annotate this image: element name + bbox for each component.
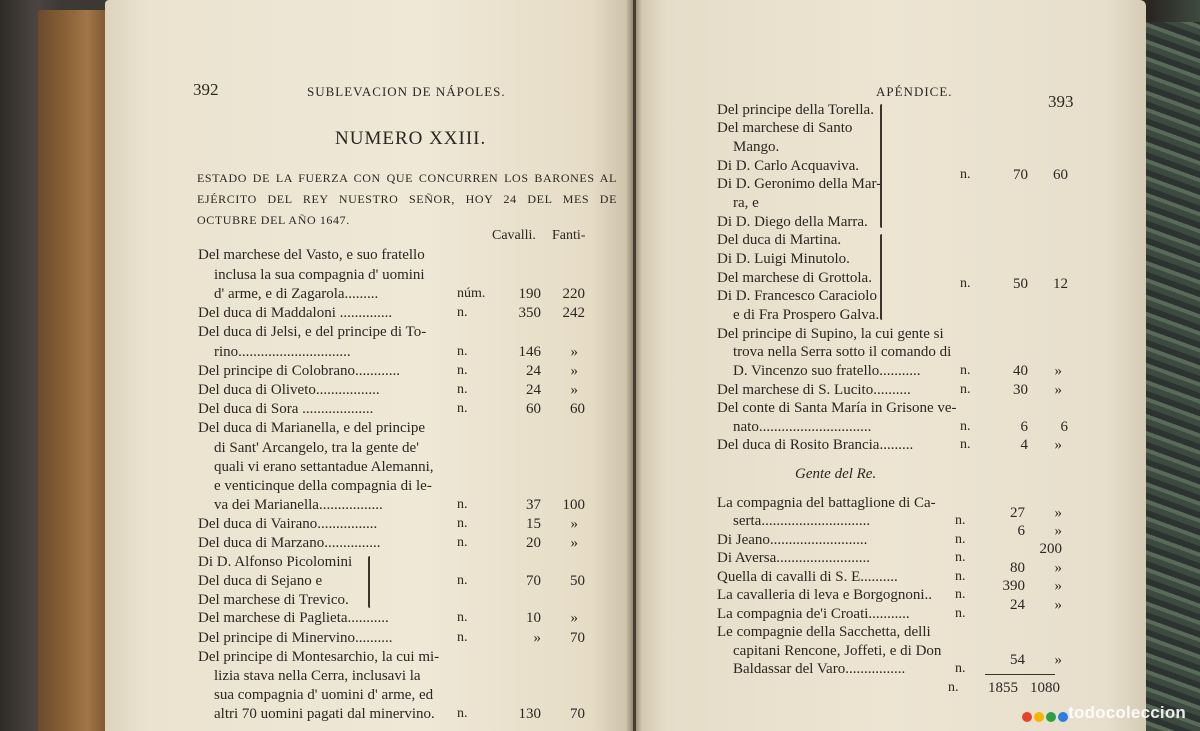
entry-line: Del duca di Martina.: [717, 232, 842, 248]
entry-line: rino..............................: [214, 344, 351, 360]
column-header-fanti: Fanti-: [552, 228, 586, 243]
page-number-right: 393: [1048, 92, 1074, 111]
entry-line: lizia stava nella Cerra, inclusavi la: [214, 668, 421, 684]
abbr-n: n.: [955, 532, 966, 547]
running-head-left: SUBLEVACION DE NÁPOLES.: [307, 84, 506, 99]
value-fanti: »: [1054, 523, 1062, 539]
watermark-dot: [1034, 712, 1044, 722]
value-fanti: 6: [1060, 419, 1068, 435]
abbr-n-total: n.: [948, 680, 959, 695]
entry-line: Del duca di Vairano................: [198, 516, 378, 532]
entry-line: Del principe di Colobrano............: [198, 363, 401, 379]
abbr-n: n.: [457, 535, 468, 550]
entry-line: Baldassar del Varo................: [733, 661, 906, 677]
entry-line: Del duca di Jelsi, e del principe di To-: [198, 324, 427, 340]
entry-line: e venticinque della compagnia di le-: [214, 478, 432, 494]
entry-line: di Sant' Arcangelo, tra la gente de': [214, 440, 419, 456]
abbr-n: n.: [457, 573, 468, 588]
value-fanti: »: [570, 344, 578, 360]
entry-line: Del principe di Montesarchio, la cui mi-: [198, 649, 440, 665]
entry-line: Del conte di Santa María in Grisone ve-: [717, 400, 957, 416]
value-cavalli: 70: [526, 573, 541, 589]
value-fanti: 60: [1053, 167, 1068, 183]
intro-text: ESTADO DE LA FUERZA CON QUE CONCURREN LOS BARONES AL EJÉRCITO DEL REY NUESTRO SEÑOR, HOY 24 DEL MES DE OCTUBRE DEL AÑO 1647.: [197, 171, 617, 227]
entry-line: Del duca di Marzano...............: [198, 535, 381, 551]
entry-line: Del duca di Oliveto.................: [198, 382, 380, 398]
entry-line: Del marchese del Vasto, e suo fratello: [198, 247, 425, 263]
value-cavalli: 24: [526, 382, 541, 398]
value-cavalli: 70: [1013, 167, 1028, 183]
value-cavalli: 24: [526, 363, 541, 379]
entry-line: nato..............................: [733, 419, 872, 435]
value-fanti: »: [1054, 505, 1062, 521]
abbr-n: n.: [960, 363, 971, 378]
value-cavalli: 80: [1010, 560, 1025, 576]
entry-line: altri 70 uomini pagati dal minervino.: [214, 706, 435, 722]
abbr-n: n.: [960, 276, 971, 291]
value-cavalli: 50: [1013, 276, 1028, 292]
value-cavalli: 24: [1010, 597, 1025, 613]
entry-line: Del marchese di S. Lucito..........: [717, 382, 911, 398]
total-rule: [985, 674, 1055, 675]
value-fanti: »: [570, 516, 578, 532]
value-cavalli: 54: [1010, 652, 1025, 668]
entry-line: capitani Rencone, Joffeti, e di Don: [733, 643, 942, 659]
watermark-logo: todocoleccion: [1068, 703, 1186, 722]
abbr-n: n.: [955, 550, 966, 565]
value-fanti: »: [1054, 597, 1062, 613]
watermark-dot: [1046, 712, 1056, 722]
value-cavalli: 60: [526, 401, 541, 417]
entry-line: quali vi erano settantadue Alemanni,: [214, 459, 434, 475]
value-fanti: »: [570, 535, 578, 551]
entry-line: ra, e: [733, 195, 759, 211]
value-cavalli: 30: [1013, 382, 1028, 398]
grouping-brace: [880, 104, 888, 228]
entry-line: La compagnia del battaglione di Ca-: [717, 495, 936, 511]
abbr-n: n.: [457, 363, 468, 378]
value-fanti: 242: [562, 305, 585, 321]
value-cavalli: 27: [1010, 505, 1025, 521]
entry-line: Del duca di Maddaloni ..............: [198, 305, 393, 321]
abbr-n: n.: [955, 661, 966, 676]
abbr-n: n.: [457, 706, 468, 721]
running-head-right: APÉNDICE.: [876, 84, 953, 99]
value-cavalli: 4: [1020, 437, 1028, 453]
abbr-n: n.: [960, 382, 971, 397]
value-fanti: »: [570, 363, 578, 379]
entry-line: Di D. Carlo Acquaviva.: [717, 158, 860, 174]
value-fanti: 12: [1053, 276, 1068, 292]
value-cavalli: 15: [526, 516, 541, 532]
entry-line: Di D. Alfonso Picolomini: [198, 554, 353, 570]
abbr-n: n.: [960, 419, 971, 434]
page-number-left: 392: [193, 80, 219, 99]
entry-line: Di D. Diego della Marra.: [717, 214, 868, 230]
book-cover-edge-right: [1146, 22, 1200, 731]
abbr-n: n.: [457, 344, 468, 359]
value-cavalli: 6: [1020, 419, 1028, 435]
value-cavalli: 37: [526, 497, 541, 513]
entry-line: Del duca di Rosito Brancia.........: [717, 437, 914, 453]
entry-line: Del principe di Minervino..........: [198, 630, 393, 646]
value-fanti: »: [1054, 382, 1062, 398]
column-header-cavalli: Cavalli.: [492, 228, 536, 243]
entry-line: serta.............................: [733, 513, 871, 529]
value-fanti: 70: [570, 630, 585, 646]
entry-line: Del marchese di Grottola.: [717, 270, 872, 286]
value-fanti: »: [1054, 578, 1062, 594]
total-cavalli: 1855: [988, 680, 1018, 696]
value-cavalli: 6: [1017, 523, 1025, 539]
entry-line: Di D. Francesco Caraciolo: [717, 288, 877, 304]
value-cavalli: »: [533, 630, 541, 646]
value-cavalli: 40: [1013, 363, 1028, 379]
section-heading: Gente del Re.: [795, 466, 877, 482]
value-fanti: 60: [570, 401, 585, 417]
grouping-brace: [880, 234, 888, 320]
value-fanti: »: [570, 382, 578, 398]
watermark-dot: [1058, 712, 1068, 722]
entry-line: Di D. Geronimo della Mar-: [717, 176, 882, 192]
value-cavalli: 130: [518, 706, 541, 722]
abbr-n: n.: [955, 606, 966, 621]
entry-line: e di Fra Prospero Galva.: [733, 307, 880, 323]
abbr-n: n.: [457, 516, 468, 531]
abbr-n: n.: [457, 382, 468, 397]
entry-line: Del duca di Sejano e: [198, 573, 323, 589]
abbr-n: n.: [955, 569, 966, 584]
value-fanti: »: [570, 610, 578, 626]
entry-line: Di Aversa.........................: [717, 550, 871, 566]
entry-line: d' arme, e di Zagarola.........: [214, 286, 379, 302]
grouping-brace: [368, 556, 376, 608]
entry-line: trova nella Serra sotto il comando di: [733, 344, 952, 360]
abbr-n: n.: [955, 587, 966, 602]
value-cavalli: 20: [526, 535, 541, 551]
entry-line: Del marchese di Paglieta...........: [198, 610, 389, 626]
book-cover-edge: [38, 10, 108, 731]
value-cavalli: 10: [526, 610, 541, 626]
abbr-n: n.: [960, 437, 971, 452]
entry-line: Del marchese di Trevico.: [198, 592, 349, 608]
value-fanti: »: [1054, 437, 1062, 453]
value-fanti: 200: [1039, 541, 1062, 557]
book-gutter: [626, 0, 642, 731]
entry-line: sua compagnia d' uomini d' arme, ed: [214, 687, 434, 703]
entry-line: Quella di cavalli di S. E..........: [717, 569, 898, 585]
value-cavalli: 146: [518, 344, 541, 360]
entry-line: inclusa la sua compagnia d' uomini: [214, 267, 425, 283]
entry-line: Del duca di Sora ...................: [198, 401, 374, 417]
document-title: NUMERO XXIII.: [335, 128, 487, 149]
abbr-n: n.: [457, 401, 468, 416]
abbr-n: n.: [457, 305, 468, 320]
abbr-n: n.: [457, 497, 468, 512]
entry-line: D. Vincenzo suo fratello...........: [733, 363, 921, 379]
entry-line: La compagnia de'i Croati...........: [717, 606, 910, 622]
value-fanti: »: [1054, 363, 1062, 379]
value-cavalli: 390: [1002, 578, 1025, 594]
entry-line: Di Jeano..........................: [717, 532, 868, 548]
value-fanti: »: [1054, 560, 1062, 576]
abbr-n: núm.: [457, 286, 486, 301]
abbr-n: n.: [457, 630, 468, 645]
value-fanti: 220: [562, 286, 585, 302]
value-fanti: 100: [562, 497, 585, 513]
abbr-n: n.: [955, 513, 966, 528]
entry-line: Del duca di Marianella, e del principe: [198, 420, 425, 436]
abbr-n: n.: [960, 167, 971, 182]
value-cavalli: 190: [518, 286, 541, 302]
entry-line: La cavalleria di leva e Borgognoni..: [717, 587, 933, 603]
entry-line: Le compagnie della Sacchetta, delli: [717, 624, 931, 640]
value-fanti: »: [1054, 652, 1062, 668]
value-cavalli: 350: [518, 305, 541, 321]
abbr-n: n.: [457, 610, 468, 625]
entry-line: Di D. Luigi Minutolo.: [717, 251, 850, 267]
value-fanti: 70: [570, 706, 585, 722]
entry-line: Mango.: [733, 139, 780, 155]
watermark-dot: [1022, 712, 1032, 722]
entry-line: Del marchese di Santo: [717, 120, 853, 136]
entry-line: va dei Marianella.................: [214, 497, 383, 513]
value-fanti: 50: [570, 573, 585, 589]
entry-line: Del principe di Supino, la cui gente si: [717, 326, 944, 342]
entry-line: Del principe della Torella.: [717, 102, 874, 118]
total-fanti: 1080: [1030, 680, 1060, 696]
